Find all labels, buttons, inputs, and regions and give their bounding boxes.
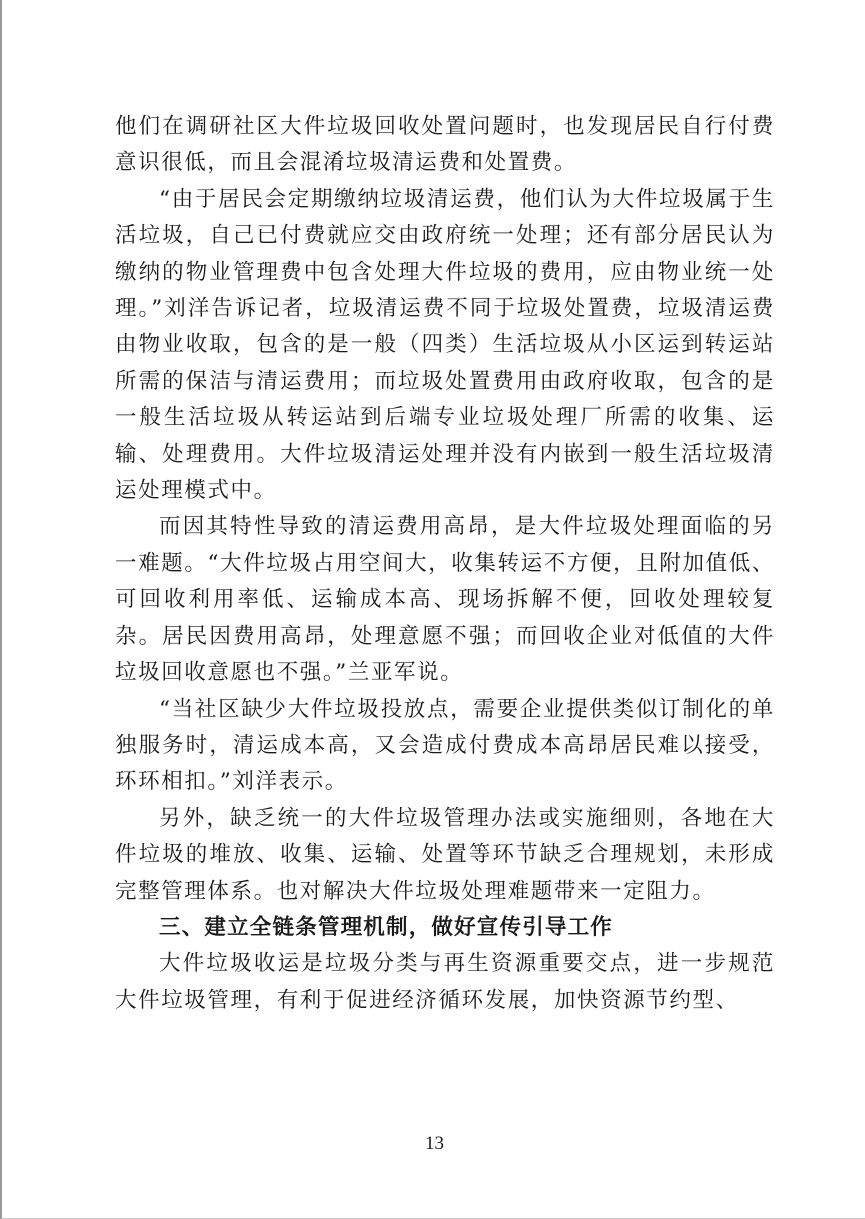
paragraph-2: “由于居民会定期缴纳垃圾清运费，他们认为大件垃圾属于生活垃圾，自己已付费就应交由政府统一处理；还有部分居民认为缴纳的物业管理费中包含处理大件垃圾的费用，应由物业统一处理。”刘洋告诉记者，垃圾清运费不同于垃圾处置费，垃圾清运费由物业收取，包含的是一般（四类）生活垃圾从小区运到转运站所需的保洁与清运费用；而垃圾处置费用由政府收取，包含的是一般生活垃圾从转运站到后端专业垃圾处理厂所需的收集、运输、处理费用。大件垃圾清运处理并没有内嵌到一般生活垃圾清运处理模式中。 bbox=[115, 186, 775, 504]
paragraph-1: 他们在调研社区大件垃圾回收处置问题时，也发现居民自行付费意识很低，而且会混淆垃圾清运费和处置费。 bbox=[115, 114, 775, 176]
paragraph-6: 大件垃圾收运是垃圾分类与再生资源重要交点，进一步规范大件垃圾管理，有利于促进经济循环发展，加快资源节约型、 bbox=[115, 951, 775, 1013]
paragraph-3: 而因其特性导致的清运费用高昂，是大件垃圾处理面临的另一难题。“大件垃圾占用空间大，收集转运不方便，且附加值低、可回收利用率低、运输成本高、现场拆解不便，回收处理较复杂。居民因费用高昂，处理意愿不强；而回收企业对低值的大件垃圾回收意愿也不强。”兰亚军说。 bbox=[115, 514, 775, 686]
paragraph-4: “当社区缺少大件垃圾投放点，需要企业提供类似订制化的单独服务时，清运成本高，又会造成付费成本高昂居民难以接受，环环相扣。”刘洋表示。 bbox=[115, 696, 775, 795]
page-number: 13 bbox=[425, 1133, 444, 1154]
paragraph-5: 另外，缺乏统一的大件垃圾管理办法或实施细则，各地在大件垃圾的堆放、收集、运输、处置等环节缺乏合理规划，未形成完整管理体系。也对解决大件垃圾处理难题带来一定阻力。 bbox=[115, 805, 775, 904]
section-heading: 三、建立全链条管理机制，做好宣传引导工作 bbox=[159, 914, 614, 940]
document-body bbox=[115, 109, 775, 1019]
